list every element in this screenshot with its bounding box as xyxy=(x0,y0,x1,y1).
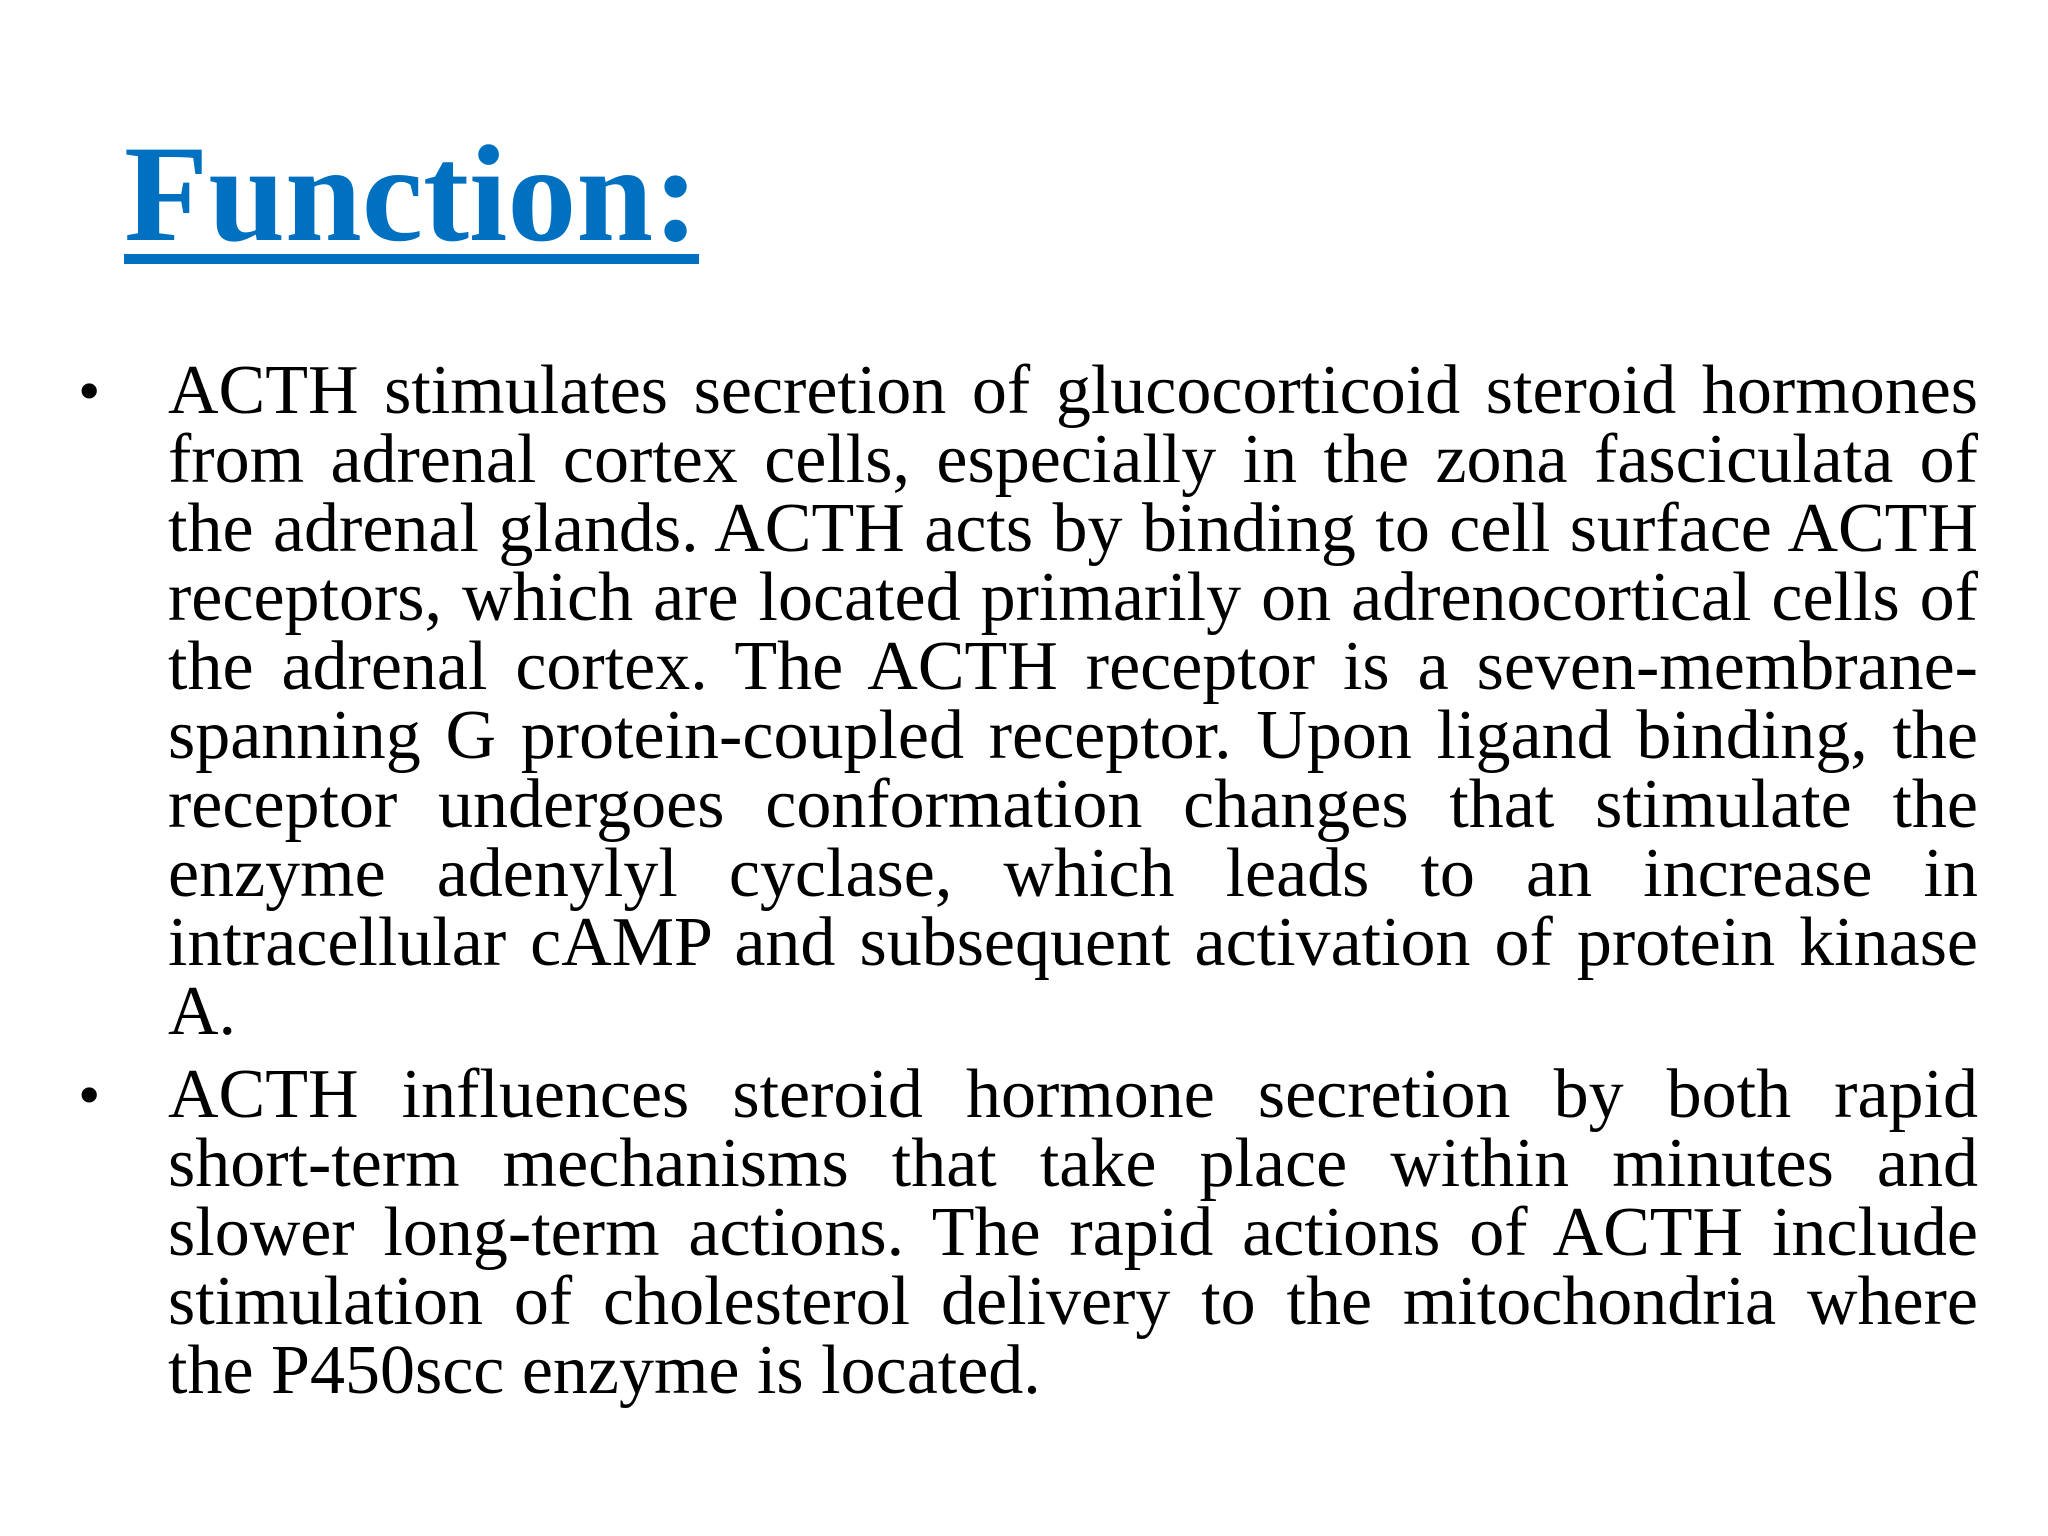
bullet-text: ACTH influences steroid hormone secretion by both rapid short-term mechanisms that take place within minutes and slower long-term actions. The rapid actions of ACTH include stimulation of cholesterol delivery to the mitochondria where the P450scc enzyme is located. xyxy=(168,1056,1978,1409)
bullet-item-2 xyxy=(78,1056,1978,1409)
bullet-icon: • xyxy=(78,355,101,426)
slide-title: Function: xyxy=(124,117,700,270)
bullet-text: ACTH stimulates secretion of glucocorticoid steroid hormones from adrenal cortex cells, especially in the zona fasciculata of the adrenal glands. ACTH acts by binding to cell surface ACTH receptors, which are located primarily on adrenocortical cells of the adrenal cortex. The ACTH receptor is a seven-membrane-spanning G protein-coupled receptor. Upon ligand binding, the receptor undergoes conformation changes that stimulate the enzyme adenylyl cyclase, which leads to an increase in intracellular cAMP and subsequent activation of protein kinase A. xyxy=(168,352,1978,1050)
bullet-item-1 xyxy=(78,352,1978,1050)
bullet-list xyxy=(78,352,1978,1409)
bullet-icon: • xyxy=(78,1059,101,1130)
slide-content xyxy=(78,352,1978,1419)
